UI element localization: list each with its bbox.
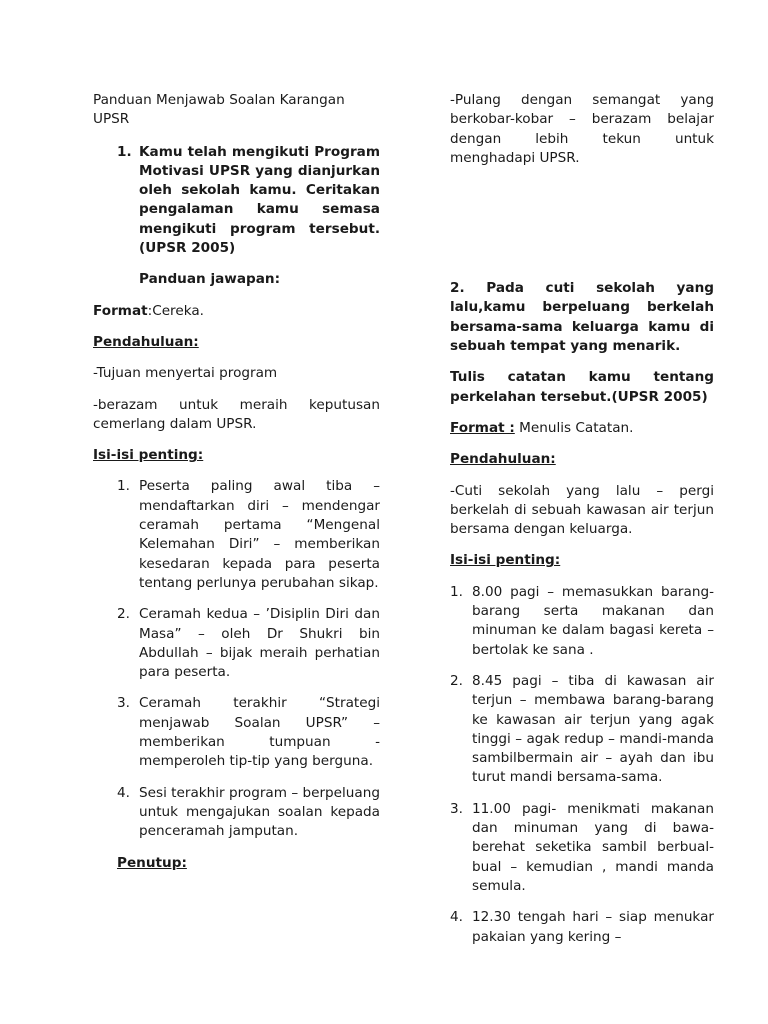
key-points-list-2 [450,583,714,947]
list-item-text: 8.00 pagi – memasukkan barang-barang serta makanan dan minuman ke dalam bagasi kereta – bertolak ke sana . [472,583,714,658]
list-item-number: 4. [117,784,130,801]
question-1-number: 1. [117,143,132,160]
list-item [117,694,380,771]
closing-continuation: -Pulang dengan semangat yang berkobar-kobar – berazam belajar dengan lebih tekun untuk menghadapi UPSR. [450,92,714,166]
list-item-number: 4. [450,909,463,926]
right-column [450,91,714,959]
key-points-list-1 [93,477,380,841]
list-item [450,672,714,788]
list-item-number: 1. [117,478,130,495]
intro-heading-2: Pendahuluan: [450,451,556,468]
list-item-number: 3. [117,695,130,712]
intro-point-2: -berazam untuk meraih keputusan cemerlang dalam UPSR. [93,396,380,432]
format-label-2: Format : [450,419,515,436]
left-column [93,91,380,885]
question-2-instruction: Tulis catatan kamu tentang perkelahan tersebut.(UPSR 2005) [450,369,714,405]
list-item-text: Peserta paling awal tiba – mendaftarkan diri – mendengar ceramah pertama “Mengenal Kelemahan Diri” – memberikan kesedaran kepada para peserta tentang perlunya perubahan sikap. [139,478,380,591]
list-item-text: 8.45 pagi – tiba di kawasan air terjun – membawa barang-barang ke kawasan air terjun yang agak tinggi – agak redup – mandi-manda sambilbermain air – ayah dan ibu turut mandi bersama-sama. [472,672,714,786]
list-item [450,908,714,947]
question-2-text: 2. Pada cuti sekolah yang lalu,kamu berpeluang berkelah bersama-sama keluarga kamu di sebuah tempat yang menarik. [450,280,714,355]
intro-text-2: -Cuti sekolah yang lalu – pergi berkelah di sebuah kawasan air terjun bersama dengan keluarga. [450,482,714,538]
question-1 [93,143,380,259]
question-1-text: Kamu telah mengikuti Program Motivasi UPSR yang dianjurkan oleh sekolah kamu. Ceritakan pengalaman kamu semasa mengikuti program tersebut.(UPSR 2005) [139,143,380,257]
format-value-1: :Cereka. [147,302,204,319]
list-item-number: 1. [450,583,463,600]
document-title: Panduan Menjawab Soalan Karangan UPSR [93,92,345,128]
list-item [450,583,714,660]
format-label-1: Format [93,302,148,319]
list-item-text: Ceramah terakhir “Strategi menjawab Soalan UPSR” – memberikan tumpuan - memperoleh tip-tip yang berguna. [139,695,380,770]
list-item [117,605,380,682]
body-heading-1: Isi-isi penting: [93,447,204,464]
list-item-number: 2. [450,672,463,689]
intro-heading-1: Pendahuluan: [93,333,199,350]
format-line-1 [93,302,380,321]
list-item [117,477,380,593]
list-item-text: Ceramah kedua – ’Disiplin Diri dan Masa” – oleh Dr Shukri bin Abdullah – bijak meraih perhatian para peserta. [139,606,380,681]
list-item-text: 11.00 pagi- menikmati makanan dan minuman yang di bawa-berehat seketika sambil berbual-bual – kemudian , mandi manda semula. [472,800,714,894]
format-value-2: Menulis Catatan. [514,419,634,436]
list-item [117,784,380,842]
list-item [450,800,714,896]
intro-point-1: -Tujuan menyertai program [93,365,278,382]
closing-heading: Penutup: [117,854,187,871]
list-item-number: 3. [450,800,463,817]
body-heading-2: Isi-isi penting: [450,552,561,569]
question-1-item [117,143,380,259]
list-item-text: 12.30 tengah hari – siap menukar pakaian yang kering – [472,909,714,945]
list-item-text: Sesi terakhir program – berpeluang untuk mengajukan soalan kepada penceramah jamputan. [139,784,380,840]
answer-guide-label: Panduan jawapan: [139,271,281,288]
list-item-number: 2. [117,606,130,623]
format-line-2 [450,419,714,438]
